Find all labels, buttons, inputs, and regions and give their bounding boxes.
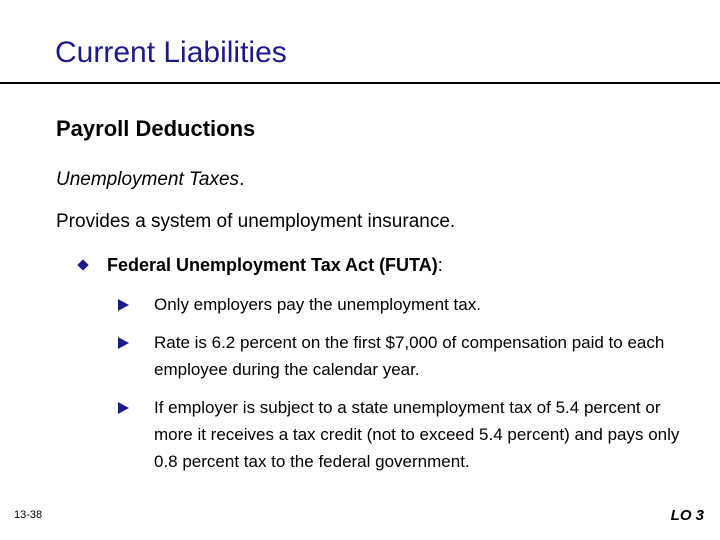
arrow-bullet-icon: [118, 337, 129, 349]
arrow-bullet-icon: [118, 299, 129, 311]
futa-label: Federal Unemployment Tax Act (FUTA): [107, 255, 438, 275]
slide-title: Current Liabilities: [55, 36, 287, 69]
topic-text: Unemployment Taxes: [56, 169, 240, 190]
section-subtitle: Payroll Deductions: [56, 116, 256, 141]
futa-bullet-list: [118, 291, 698, 486]
arrow-bullet-icon: [118, 402, 129, 414]
futa-item: [77, 254, 443, 276]
bullet-text: Rate is 6.2 percent on the first $7,000 of compensation paid to each employee during the calendar year.: [154, 333, 665, 379]
slide-number: 13-38: [14, 509, 43, 521]
topic-period: .: [239, 169, 245, 190]
bullet-text: If employer is subject to a state unemployment tax of 5.4 percent or more it receives a tax credit (not to exceed 5.4 percent) and pays only 0.8 percent tax to the federal government.: [154, 398, 680, 471]
description-text: Provides a system of unemployment insurance.: [56, 211, 456, 232]
bullet-item: [118, 394, 698, 475]
learning-objective-label: LO 3: [670, 507, 704, 524]
bullet-item: [118, 329, 698, 383]
topic-heading: [56, 168, 244, 192]
bullet-item: [118, 291, 698, 318]
title-divider: [0, 82, 720, 84]
diamond-bullet-icon: [77, 259, 88, 270]
futa-label-suffix: :: [437, 255, 443, 275]
bullet-text: Only employers pay the unemployment tax.: [154, 295, 481, 314]
